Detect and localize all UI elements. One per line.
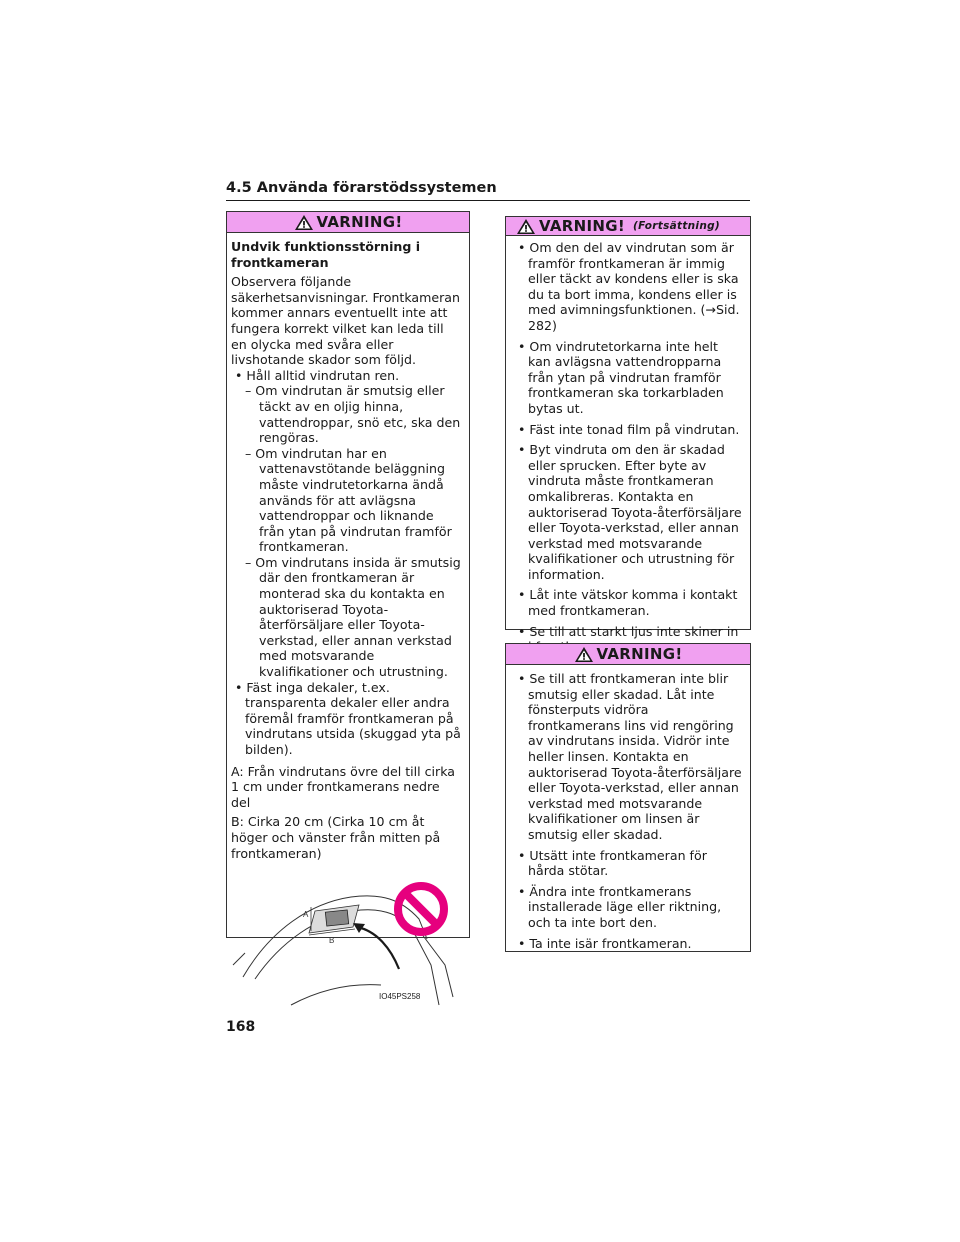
list-item: • Ändra inte frontkamerans installerade läge eller riktning, och ta inte bort den. [518, 883, 722, 930]
dash-item-inside-dirty: – Om vindrutans insida är smutsig där den frontkameran är monterad ska du kontakta en auktoriserad Toyota-återförsäljare eller Toyota-verkstad, eller annan verkstad med motsvarande kvalifikationer och utrustning. [245, 554, 461, 680]
warning-icon [574, 646, 594, 663]
figure-label-b: B [329, 936, 335, 946]
warning-heading [227, 212, 469, 233]
list-item: • Låt inte vätskor komma i kontakt med frontkameran. [518, 587, 738, 619]
intro-text: Observera följande säkerhetsanvisningar. Frontkameran kommer annars eventuellt inte att fungera korrekt vilket kan leda till en olycka med svåra eller livshotande skador som följd. [231, 274, 461, 368]
windshield-illustration [231, 869, 461, 1009]
note-b: B: Cirka 20 cm (Cirka 10 cm åt höger och vänster från mitten på frontkameran) [231, 814, 441, 861]
list-item: • Om vindrutetorkarna inte helt kan avlägsna vattendropparna från ytan på vindrutan framför frontkameran ska torkarbladen bytas ut. [518, 338, 724, 416]
section-title: 4.5 Använda förarstödssystemen [226, 180, 750, 201]
figure-label-a: A [303, 910, 309, 920]
warning-heading-text: VARNING! [316, 213, 403, 231]
dash-item-coating: – Om vindrutan har en vattenavstötande beläggning måste vindrutetorkarna ändå används för att avlägsna vattendroppar och liknande från ytan på vindrutan framför frontkameran. [245, 445, 452, 555]
box-title: Undvik funktionsstörning i frontkameran [231, 239, 421, 270]
continued-label: (Fortsättning) [633, 220, 721, 232]
warning-heading [506, 217, 750, 236]
list-item: • Byt vindruta om den är skadad eller sprucken. Efter byte av vindruta måste frontkameran omkalibreras. Kontakta en auktoriserad Toyota-återförsäljare eller Toyota-verkstad, eller annan verkstad med motsvarande kvalifikationer och utrustning för information. [518, 442, 742, 582]
warning-heading [506, 644, 750, 665]
list-item: • Ta inte isär frontkameran. [518, 935, 692, 951]
warning-box-left [226, 211, 470, 1002]
dash-item-dirty: – Om vindrutan är smutsig eller täckt av en oljig hinna, vattendroppar, snö etc, ska den rengöras. [245, 383, 461, 446]
list-item: • Se till att frontkameran inte blir smutsig eller skadad. Låt inte fönsterputs vidröra frontkamerans lins vid rengöring av vindrutans insida. Vidrör inte heller linsen. Kontakta en auktoriserad Toyota-återförsäljare eller Toyota-verkstad, eller annan verkstad med motsvarande kvalifikationer om linsen är smutsig eller skadad. [518, 671, 742, 842]
list-item: • Utsätt inte frontkameran för hårda stötar. [518, 847, 707, 879]
warning-box-continued [505, 216, 751, 639]
list-item: • Se till att starkt ljus inte skiner in [518, 623, 739, 639]
note-a: A: Från vindrutans övre del till cirka 1 cm under frontkamerans nedre del [231, 763, 456, 810]
bullet-clean-windshield: • Håll alltid vindrutan ren. [235, 367, 400, 383]
figure-code: IO45PS258 [379, 992, 421, 1002]
bullet-no-stickers: • Fäst inga dekaler, t.ex. transparenta dekaler eller andra föremål framför frontkameran på vindrutans utsida (skuggad yta på bilden). [235, 679, 461, 757]
warning-heading-text: VARNING! [539, 217, 625, 235]
warning-icon [516, 218, 536, 235]
warning-box-right [505, 643, 751, 952]
list-item: • Om den del av vindrutan som är framför frontkameran är immig eller täckt av kondens eller is ska du ta bort imma, kondens eller is med avimningsfunktionen. (→Sid. 282) [518, 240, 740, 333]
warning-icon [294, 214, 314, 231]
page-number: 168 [226, 1019, 256, 1035]
list-item: • Fäst inte tonad film på vindrutan. [518, 421, 740, 437]
warning-heading-text: VARNING! [596, 645, 683, 663]
